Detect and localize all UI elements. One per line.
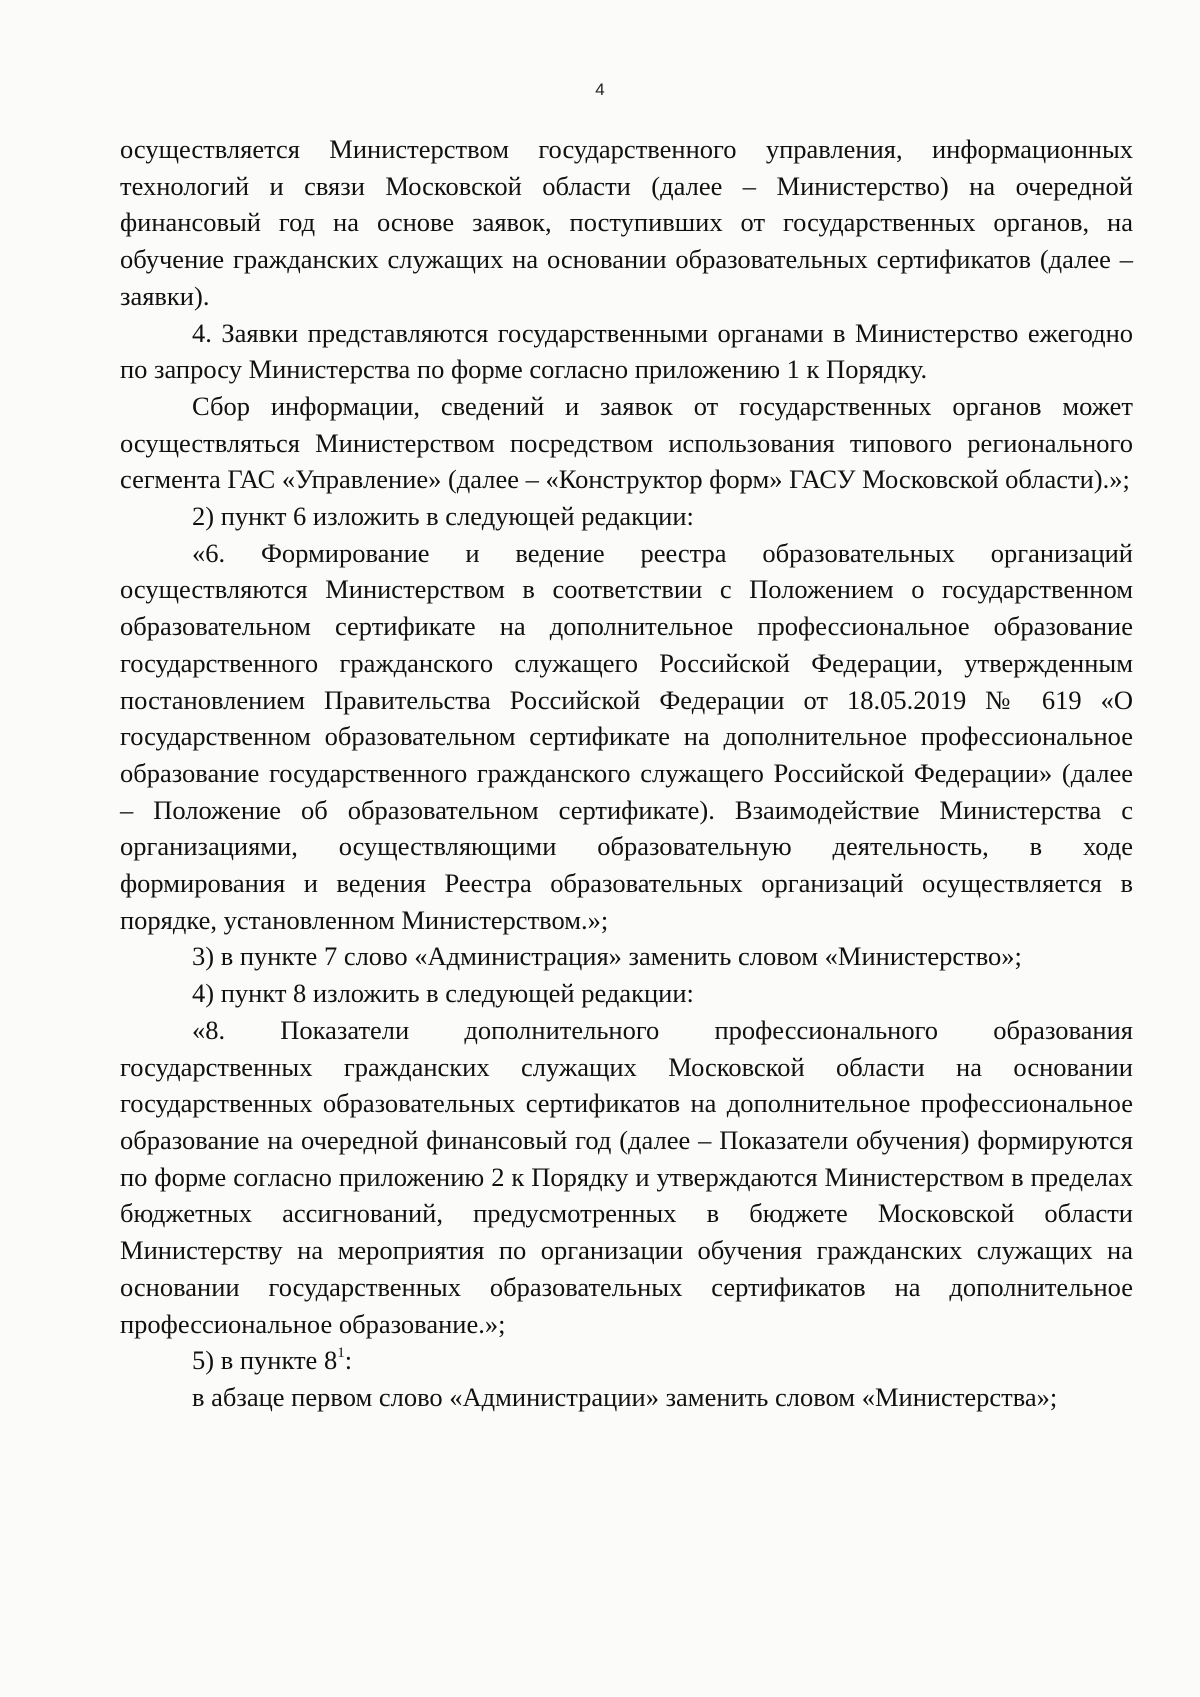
paragraph: 2) пункт 6 изложить в следующей редакции: [192,501,694,532]
item-5-text: 5) в пункте 8 [192,1345,338,1376]
paragraph: 4. Заявки представляются государственными органами в Министерство ежегодно по запросу Министерства по форме согласно приложению 1 к Порядку. [120,317,1133,385]
paragraph: «6. Формирование и ведение реестра образовательных организаций осуществляются Министерством в соответствии с Положением о государственном образовательном сертификате на дополнительное профессиональное образование государственного гражданского служащего Российской Федерации, утвержденным постановлением Правительства Российской Федерации от 18.05.2019 № 619 «О государственном образовательном сертификате на дополнительное профессиональное образование государственного гражданского служащего Российской Федерации» (далее – Положение об образовательном сертификате). Взаимодействие Министерства с организациями, осуществляющими образовательную деятельность, в ходе формирования и ведения Реестра образовательных организаций осуществляется в порядке, установленном Министерством.»; [120,537,1133,935]
paragraph: Сбор информации, сведений и заявок от государственных органов может осуществляться Министерством посредством использования типового регионального сегмента ГАС «Управление» (далее – «Конструктор форм» ГАСУ Московской области).»; [120,390,1133,495]
paragraph: 4) пункт 8 изложить в следующей редакции: [192,978,694,1009]
paragraph: 3) в пункте 7 слово «Администрация» заменить словом «Министерство»; [192,941,1022,972]
item-5-suffix: : [344,1345,353,1376]
document-body [120,131,1133,1416]
page-number: 4 [595,80,605,99]
paragraph-item-5 [120,1342,1133,1379]
item-5-superscript: 1 [337,1345,345,1362]
paragraph: осуществляется Министерством государственного управления, информационных технологий и связи Московской области (далее – Министерство) на очередной финансовый год на основе заявок, поступивших от государственных органов, на обучение гражданских служащих на основании образовательных сертификатов (далее – заявки). [120,134,1133,311]
paragraph: «8. Показатели дополнительного профессионального образования государственных гражданских служащих Московской области на основании государственных образовательных сертификатов на дополнительное профессиональное образование на очередной финансовый год (далее – Показатели обучения) формируются по форме согласно приложению 2 к Порядку и утверждаются Министерством в пределах бюджетных ассигнований, предусмотренных в бюджете Московской области Министерству на мероприятия по организации обучения гражданских служащих на основании государственных образовательных сертификатов на дополнительное профессиональное образование.»; [120,1014,1133,1339]
paragraph: в абзаце первом слово «Администрации» заменить словом «Министерства»; [192,1381,1058,1412]
